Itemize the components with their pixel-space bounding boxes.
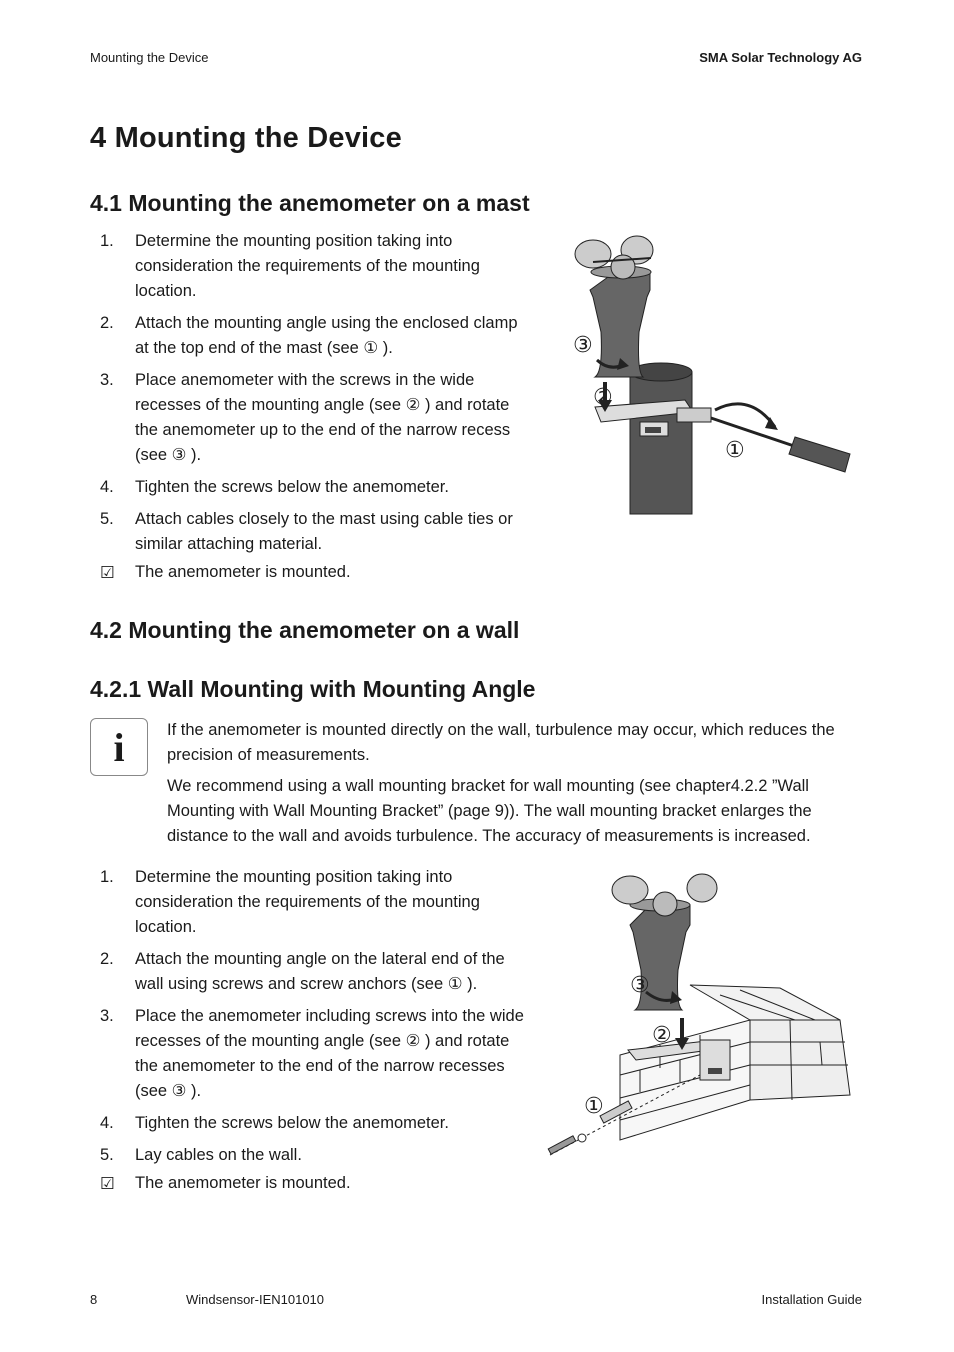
wall-mounting-illustration [540,870,860,1170]
wall-step-4: 4. Tighten the screws below the anemometer. [100,1114,449,1132]
mast-steps-list [90,229,530,564]
document-id: Windsensor-IEN101010 [186,1292,325,1307]
info-paragraph-1: If the anemometer is mounted directly on the wall, turbulence may occur, which reduces the precision of measurements. [167,721,835,764]
figure-label-2: ② [652,1023,672,1048]
page-number: 8 [90,1292,98,1307]
info-paragraph-2: We recommend using a wall mounting bracket for wall mounting (see chapter4.2.2 ”Wall Mounting with Wall Mounting Bracket” (page 9)). The wall mounting bracket enlarges the distance to the wall and avoids turbulence. The accuracy of measurements is increased. [167,777,812,845]
mast-mounting-illustration [565,232,865,517]
mast-step-2: 2. Attach the mounting angle using the enclosed clamp at the top end of the mast (see ① ). [100,314,518,357]
checkbox-icon: ☑ [100,1175,115,1193]
wall-step-5: 5. Lay cables on the wall. [100,1146,302,1164]
wall-step-2: 2. Attach the mounting angle on the lateral end of the wall using screws and screw anchors (see ① ). [100,950,505,993]
section-4-2-title: 4.2 Mounting the anemometer on a wall [90,617,520,643]
wall-step-3: 3. Place the anemometer including screws into the wide recesses of the mounting angle (see ② ) and rotate the anemometer to the end of the narrow recesses (see ③ ). [100,1007,524,1100]
figure-label-2: ② [593,385,613,410]
mast-step-4: 4. Tighten the screws below the anemometer. [100,478,449,496]
mast-step-3: 3. Place anemometer with the screws in the wide recesses of the mounting angle (see ② ) and rotate the anemometer up to the end of the narrow recess (see ③ ). [100,371,511,464]
figure-label-1: ① [584,1094,604,1119]
checkbox-icon: ☑ [100,564,115,582]
running-header-title: Mounting the Device [90,50,209,65]
running-header-company: SMA Solar Technology AG [699,50,862,65]
figure-label-3: ③ [573,333,593,358]
info-icon: i [90,718,148,776]
mast-step-5: 5. Attach cables closely to the mast using cable ties or similar attaching material. [100,510,513,553]
wall-result-text: The anemometer is mounted. [135,1174,351,1192]
figure-label-1: ① [725,438,745,463]
mast-result-text: The anemometer is mounted. [135,563,351,581]
mast-step-1: 1. Determine the mounting position taking into consideration the requirements of the mounting location. [100,232,480,300]
wall-steps-list [90,865,530,1175]
chapter-title: 4 Mounting the Device [90,122,402,154]
wall-step-1: 1. Determine the mounting position taking into consideration the requirements of the mounting location. [100,868,480,936]
section-4-2-1-title: 4.2.1 Wall Mounting with Mounting Angle [90,676,536,702]
figure-label-3: ③ [630,973,650,998]
section-4-1-title: 4.1 Mounting the anemometer on a mast [90,190,530,216]
document-type: Installation Guide [761,1292,862,1307]
